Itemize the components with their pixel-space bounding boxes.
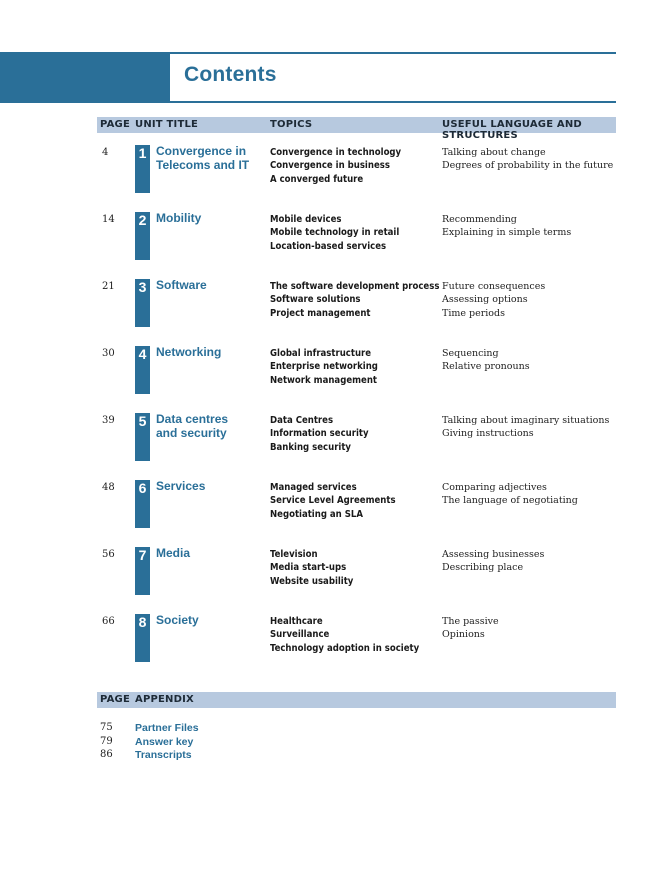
- unit-row: [0, 547, 665, 607]
- topic-item: Enterprise networking: [270, 361, 378, 373]
- unit-row: [0, 480, 665, 540]
- title-band-rule-bottom: [170, 101, 616, 103]
- unit-row: [0, 212, 665, 272]
- language-item: Talking about imaginary situations: [442, 415, 610, 426]
- topic-item: Surveillance: [270, 629, 330, 641]
- language-item: Assessing businesses: [442, 549, 545, 560]
- appendix-item: [0, 736, 665, 750]
- language-item: Recommending: [442, 214, 517, 225]
- appendix-header-label: APPENDIX: [135, 694, 194, 705]
- unit-page-number: 48: [102, 482, 115, 493]
- unit-title: [156, 614, 199, 628]
- unit-language: [442, 481, 578, 508]
- topic-item: Negotiating an SLA: [270, 508, 363, 520]
- unit-title-line: Services: [156, 479, 206, 493]
- topic-item: Website usability: [270, 575, 354, 587]
- unit-title: [156, 145, 249, 172]
- unit-page-number: 66: [102, 616, 115, 627]
- unit-row: [0, 614, 665, 674]
- unit-page-number: 39: [102, 415, 115, 426]
- unit-topics: [270, 280, 439, 320]
- unit-language: [442, 414, 609, 441]
- header-page: PAGE: [100, 119, 130, 130]
- topic-item: Project management: [270, 307, 371, 319]
- unit-row: [0, 413, 665, 473]
- unit-title-line: and security: [156, 425, 227, 440]
- appendix-page-number: 79: [100, 735, 113, 747]
- unit-language: [442, 213, 571, 240]
- unit-title-line: Convergence in: [156, 144, 247, 158]
- unit-number: 1: [138, 145, 147, 161]
- unit-title: [156, 547, 190, 561]
- unit-title-line: Mobility: [156, 211, 202, 225]
- unit-number: 3: [138, 279, 147, 295]
- topic-item: Convergence in technology: [270, 147, 402, 158]
- topic-item: Network management: [270, 374, 377, 386]
- language-item: Assessing options: [442, 294, 528, 306]
- unit-page-number: 56: [102, 549, 115, 560]
- unit-page-number: 4: [102, 147, 109, 158]
- language-item: The passive: [442, 616, 499, 627]
- unit-number: 2: [138, 212, 147, 228]
- unit-title-line: Telecoms and IT: [156, 157, 250, 172]
- unit-topics: [270, 347, 378, 387]
- appendix-item: [0, 722, 665, 736]
- header-topics: TOPICS: [270, 119, 313, 130]
- topic-item: Location-based services: [270, 240, 387, 252]
- unit-row: [0, 279, 665, 339]
- unit-topics: [270, 548, 353, 588]
- unit-row: [0, 346, 665, 406]
- unit-language: [442, 615, 499, 642]
- unit-title: [156, 212, 201, 226]
- unit-language: [442, 146, 613, 173]
- title-band-rule-top: [170, 52, 616, 54]
- topic-item: The software development process: [270, 281, 440, 292]
- appendix-label[interactable]: Answer key: [135, 735, 194, 748]
- unit-title-line: Software: [156, 278, 207, 292]
- language-item: Comparing adjectives: [442, 482, 547, 493]
- unit-title: [156, 413, 228, 440]
- unit-topics: [270, 414, 369, 454]
- appendix-page-number: 75: [100, 722, 113, 733]
- unit-language: [442, 280, 545, 320]
- unit-title-line: Networking: [156, 345, 222, 359]
- topic-item: Banking security: [270, 441, 351, 453]
- language-item: Relative pronouns: [442, 361, 530, 373]
- unit-number: 6: [138, 480, 147, 496]
- unit-title: [156, 279, 207, 293]
- language-item: Explaining in simple terms: [442, 227, 572, 239]
- unit-page-number: 30: [102, 348, 115, 359]
- topic-item: Convergence in business: [270, 160, 390, 172]
- unit-number: 5: [138, 413, 147, 429]
- appendix-item: [0, 749, 665, 763]
- topic-item: Global infrastructure: [270, 348, 372, 359]
- topic-item: Healthcare: [270, 616, 323, 627]
- topic-item: Television: [270, 549, 318, 560]
- appendix-label[interactable]: Partner Files: [135, 722, 199, 734]
- topic-item: Mobile devices: [270, 214, 342, 225]
- topic-item: Service Level Agreements: [270, 495, 396, 507]
- language-item: The language of negotiating: [442, 495, 578, 507]
- title-band-block: [0, 52, 170, 103]
- topic-item: Software solutions: [270, 294, 361, 306]
- language-item: Future consequences: [442, 281, 546, 292]
- unit-title-line: Media: [156, 546, 191, 560]
- header-language: USEFUL LANGUAGE AND STRUCTURES: [442, 119, 582, 141]
- topic-item: Media start-ups: [270, 562, 347, 574]
- unit-topics: [270, 213, 399, 253]
- topic-item: Data Centres: [270, 415, 334, 426]
- topic-item: Managed services: [270, 482, 357, 493]
- topic-item: A converged future: [270, 173, 364, 185]
- unit-title: [156, 480, 205, 494]
- unit-topics: [270, 481, 396, 521]
- appendix-header-bar: [97, 692, 616, 708]
- unit-title-line: Data centres: [156, 412, 229, 426]
- unit-title: [156, 346, 221, 360]
- appendix-header-page: PAGE: [100, 694, 130, 705]
- unit-number: 8: [138, 614, 147, 630]
- language-item: Time periods: [442, 307, 505, 319]
- unit-topics: [270, 615, 419, 655]
- header-unit-title: UNIT TITLE: [135, 119, 199, 130]
- language-item: Giving instructions: [442, 428, 534, 440]
- page-title: Contents: [184, 63, 277, 86]
- unit-row: [0, 145, 665, 205]
- contents-header-bar: [97, 117, 616, 141]
- topic-item: Information security: [270, 428, 369, 440]
- appendix-page-number: 86: [100, 749, 113, 760]
- unit-number: 4: [138, 346, 147, 362]
- topic-item: Technology adoption in society: [270, 642, 420, 654]
- unit-topics: [270, 146, 401, 186]
- unit-number: 7: [138, 547, 147, 563]
- language-item: Degrees of probability in the future: [442, 160, 614, 172]
- appendix-label[interactable]: Transcripts: [135, 749, 192, 761]
- unit-language: [442, 347, 530, 374]
- unit-page-number: 21: [102, 281, 115, 292]
- unit-language: [442, 548, 544, 575]
- topic-item: Mobile technology in retail: [270, 227, 400, 239]
- language-item: Talking about change: [442, 147, 546, 158]
- language-item: Sequencing: [442, 348, 499, 359]
- unit-title-line: Society: [156, 613, 199, 627]
- language-item: Describing place: [442, 562, 524, 574]
- language-item: Opinions: [442, 629, 485, 641]
- unit-page-number: 14: [102, 214, 115, 225]
